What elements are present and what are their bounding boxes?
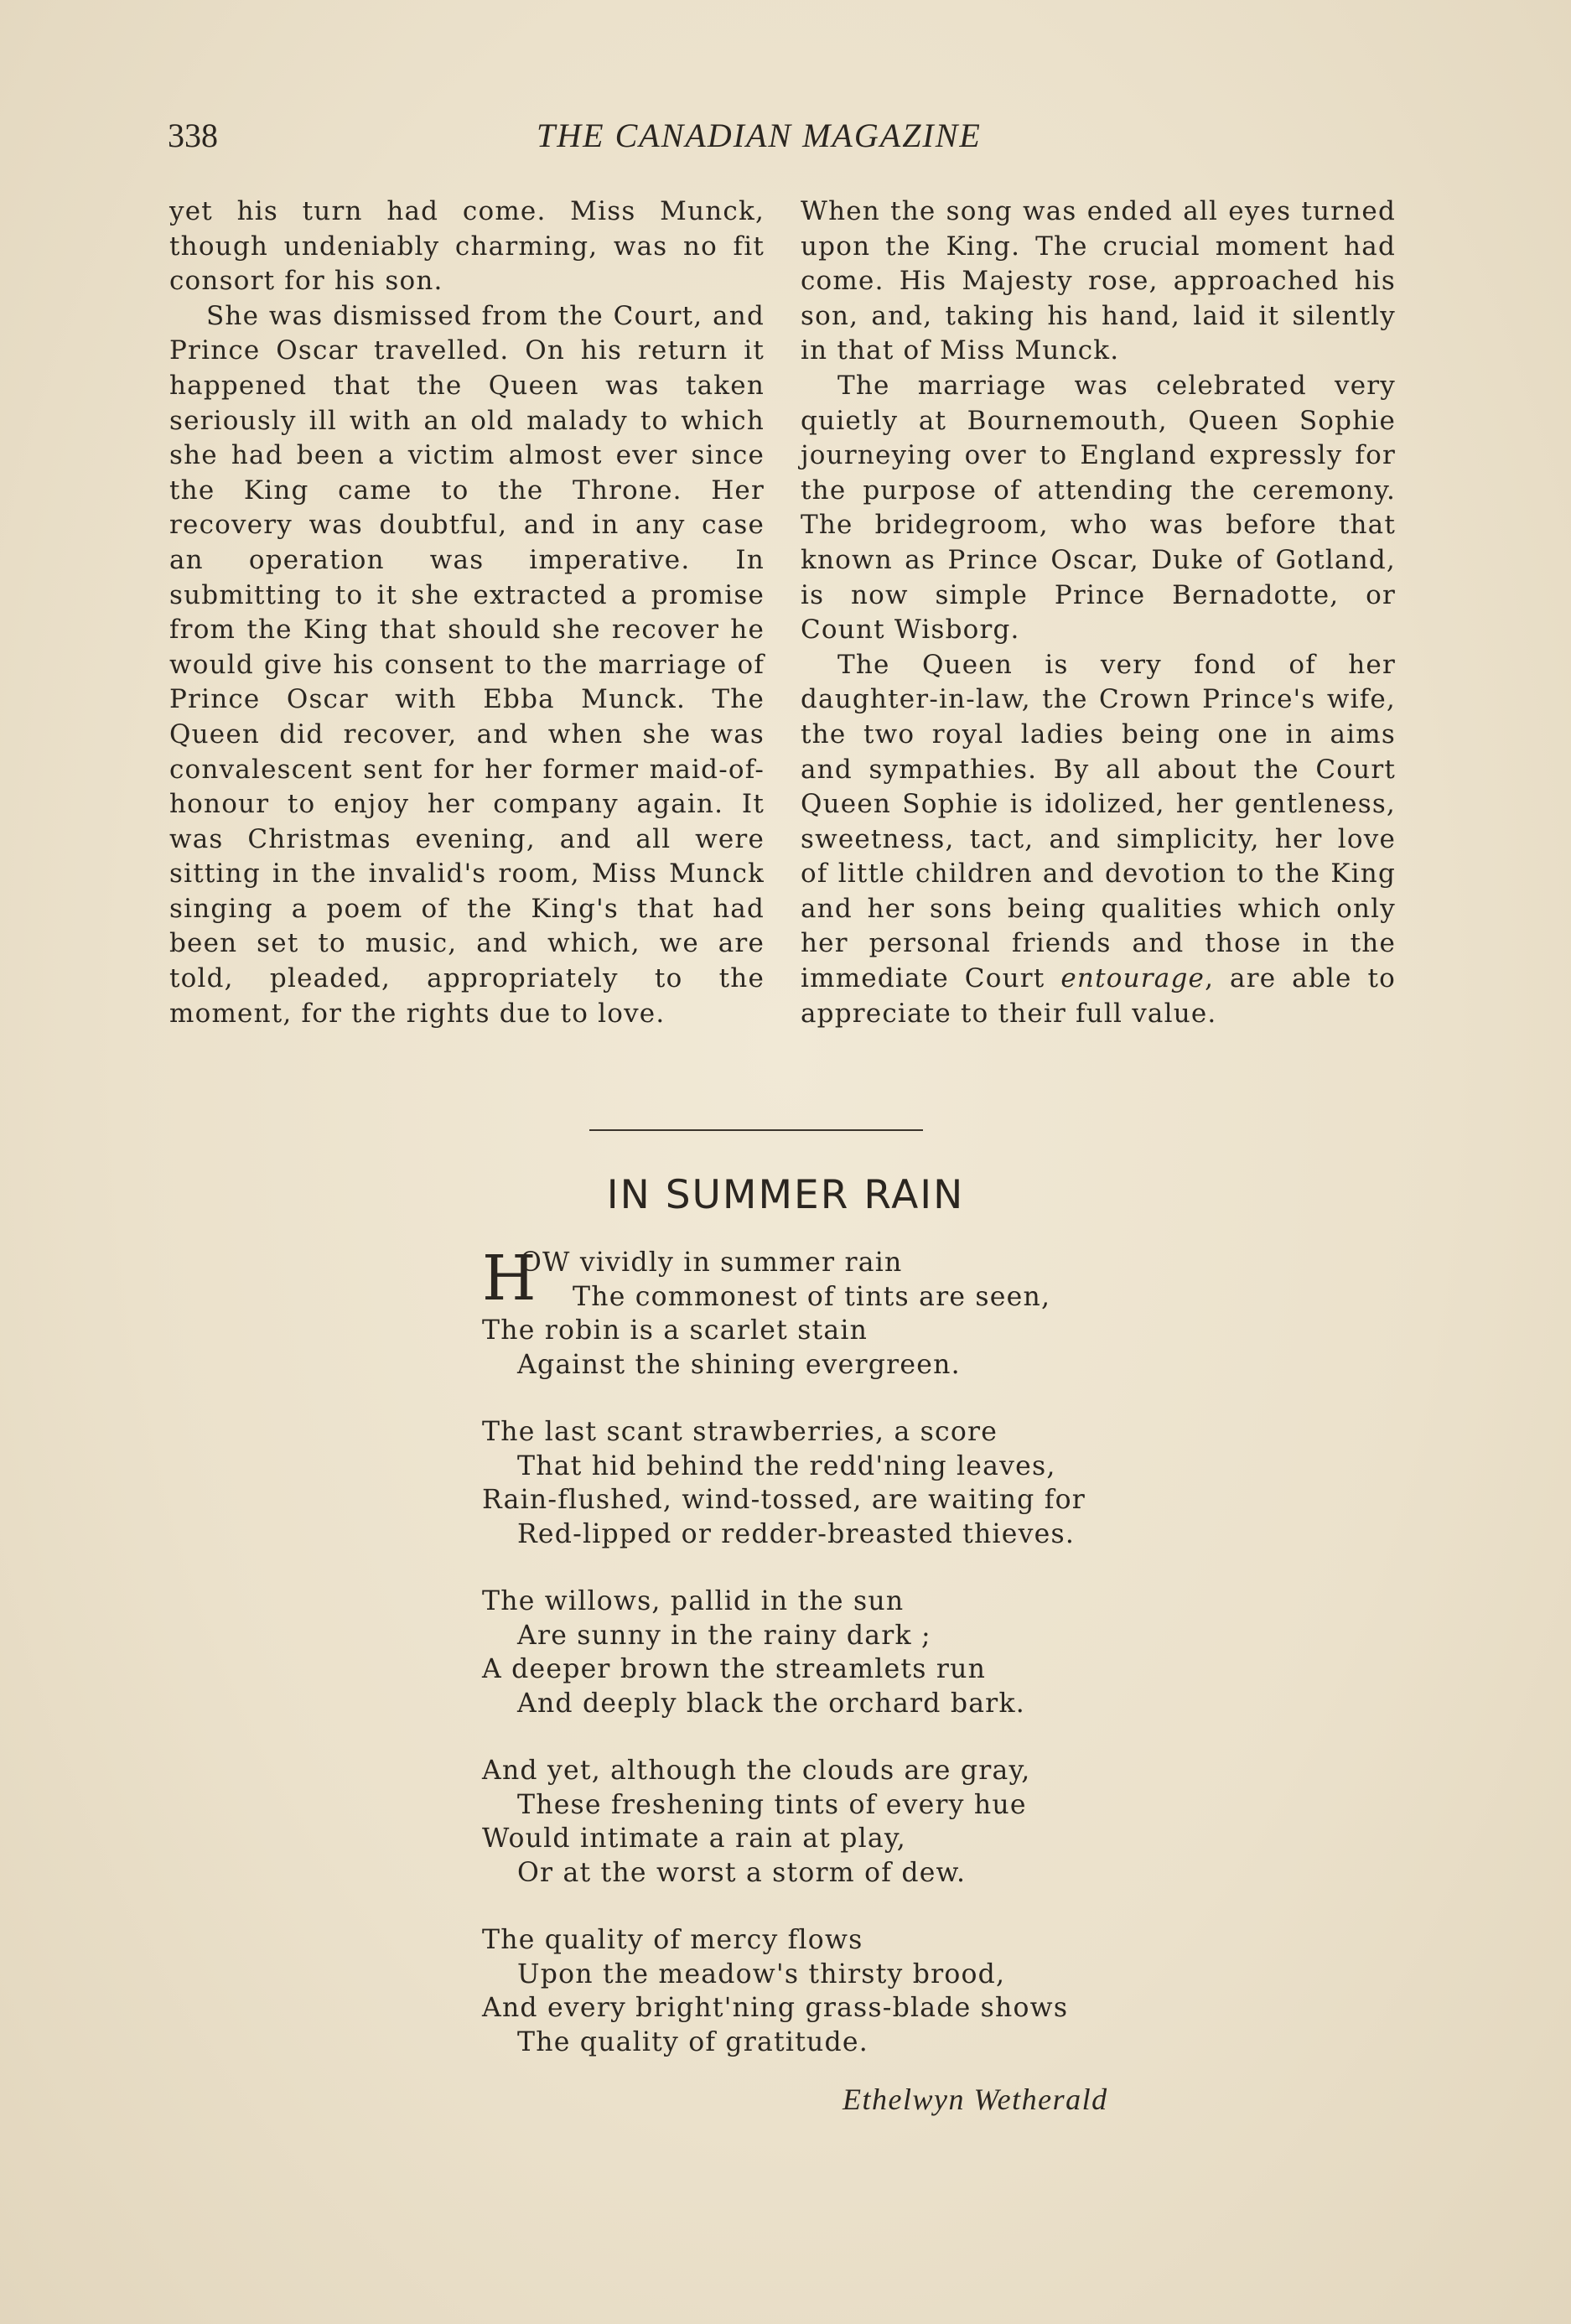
poem-line: OW vividly in summer rain [520, 1248, 903, 1278]
poem-line: The willows, pallid in the sun [482, 1586, 905, 1616]
poem-line: These freshening tints of every hue [517, 1789, 1027, 1820]
article-paragraph-final [801, 648, 1396, 1032]
article-right-column [801, 195, 1396, 1031]
poem-stanza [482, 1754, 1153, 1890]
italic-word: entourage [1060, 963, 1205, 994]
poem-line: That hid behind the redd'ning leaves, [517, 1450, 1056, 1481]
poem-author: Ethelwyn Wetherald [843, 2083, 1108, 2116]
poem-line: The quality of mercy flows [482, 1925, 863, 1955]
poem-title: IN SUMMER RAIN [606, 1172, 965, 1218]
poem-stanza [482, 1242, 1153, 1382]
poem-line: And yet, although the clouds are gray, [482, 1756, 1031, 1786]
page-number: 338 [168, 117, 218, 154]
poem-line: Would intimate a rain at play, [482, 1823, 906, 1854]
paragraph-text: The Queen is very fond of her daughter-in-law, the Crown Prince's wife, the two royal ladies being one in aims and sympathies. By all about the Court Queen Sophie is idolized, her gentleness, sweetness, tact, and simplicity, her love of little children and devotion to the King and her sons being qualities which only her personal friends and those in the immediate Court [801, 649, 1396, 994]
poem-line: The commonest of tints are seen, [573, 1281, 1051, 1312]
article-left-column [169, 195, 765, 1031]
poem-line: Are sunny in the rainy dark ; [517, 1620, 931, 1651]
poem-line: Upon the meadow's thirsty brood, [517, 1958, 1006, 1989]
poem-line: Or at the worst a storm of dew. [517, 1857, 967, 1888]
page-header [168, 116, 1400, 166]
poem-line: Rain-flushed, wind-tossed, are waiting for [482, 1485, 1086, 1515]
poem-stanza [482, 1923, 1153, 2059]
poem-line: And every bright'ning grass-blade shows [482, 1993, 1069, 2023]
article-paragraph: When the song was ended all eyes turned upon the King. The crucial moment had come. His Majesty rose, approached his son, and, taking his hand, laid it silently in that of Miss Munck. [801, 196, 1396, 366]
paragraph-text: , are able to appreciate to their full value. [801, 963, 1397, 1029]
poem-line: And deeply black the orchard bark. [517, 1688, 1025, 1719]
section-divider [589, 1129, 923, 1131]
poem-line: Against the shining evergreen. [517, 1349, 961, 1380]
poem-line: The quality of gratitude. [517, 2026, 868, 2057]
article-paragraph: yet his turn had come. Miss Munck, though undeniably charming, was no fit consort for his son. [169, 196, 765, 297]
article-paragraph: The marriage was celebrated very quietly at Bournemouth, Queen Sophie journeying over to England expressly for the purpose of attending the ceremony. The bridegroom, who was before that known as Prince Oscar, Duke of Gotland, is now simple Prince Bernadotte, or Count Wisborg. [801, 370, 1396, 646]
running-title: THE CANADIAN MAGAZINE [537, 117, 982, 154]
drop-cap: H [482, 1242, 537, 1315]
poem-line: A deeper brown the streamlets run [482, 1654, 987, 1684]
poem-line: The last scant strawberries, a score [482, 1417, 998, 1447]
poem-body [482, 1242, 1153, 2093]
poem-stanza [482, 1415, 1153, 1551]
poem-line: The robin is a scarlet stain [482, 1315, 868, 1346]
poem-line: Red-lipped or redder-breasted thieves. [517, 1518, 1076, 1549]
article-paragraph: She was dismissed from the Court, and Prince Oscar travelled. On his return it happened that the Queen was taken seriously ill with an old malady to which she had been a victim almost ever since the King came to the Throne. Her recovery was doubtful, and in any case an operation was imperative. In submitting to it she extracted a promise from the King that should she recover he would give his consent to the marriage of Prince Oscar with Ebba Munck. The Queen did recover, and when she was convalescent sent for her former maid-of-honour to enjoy her company again. It was Christmas evening, and all were sitting in the invalid's room, Miss Munck singing a poem of the King's that had been set to music, and which, we are told, pleaded, appropriately to the moment, for the rights due to love. [169, 300, 765, 1029]
poem-stanza [482, 1585, 1153, 1720]
